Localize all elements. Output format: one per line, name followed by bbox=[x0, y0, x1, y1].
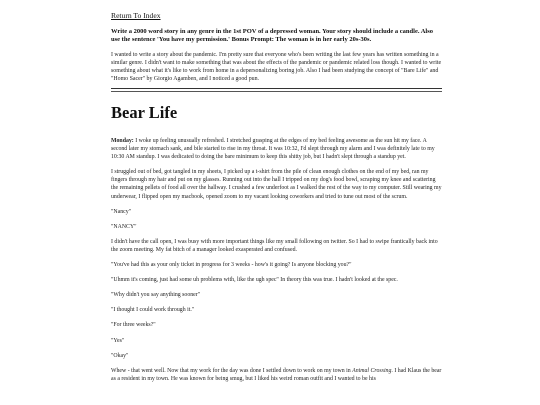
game-title: Animal Crossing bbox=[352, 367, 392, 374]
paragraph-text: Whew - that went well. Now that my work for the day was done I settled down to work on my town in bbox=[111, 367, 353, 374]
header-section bbox=[111, 5, 442, 84]
story-paragraph bbox=[111, 137, 442, 161]
story-paragraph: "Why didn't you say anything sooner" bbox=[111, 292, 201, 299]
story-section bbox=[111, 103, 442, 390]
author-intro: I wanted to write a story about the pandemic. I'm pretty sure that everyone who's been writing the last few years has written something in a similar genre. I didn't want to make something that was about the effects of the pandemic or pandemic related loss though. I wanted to write something about what it's like to work from home in a depersonalizing boring job. Also I had been studying the concept of "Bare Life" and "Homo Sacer" by Giorgio Agamben, and I noticed a good pun. bbox=[111, 51, 442, 83]
story-paragraph: "I thought I could work through it." bbox=[111, 307, 195, 314]
divider-bottom bbox=[111, 91, 442, 92]
story-paragraph bbox=[111, 367, 442, 383]
story-body bbox=[111, 137, 442, 383]
writing-prompt: Write a 2000 word story in any genre in the 1st POV of a depressed woman. Your story should include a candle. Also use the sentence 'You have my permission.' Bonus Prompt: The woman is in her early 20s-30s. bbox=[111, 28, 434, 44]
story-paragraph: "For three weeks?" bbox=[111, 322, 156, 329]
story-title: Bear Life bbox=[111, 103, 178, 122]
story-paragraph: "NANCY" bbox=[111, 223, 137, 230]
paragraph-text: I woke up feeling unusually refreshed. I stretched grasping at the edges of my bed feeling awesome as the sun hit my face. A second later my stomach sank, and bile started to rise in my throat. It was 10:32, I'd slept through my alarm and I was definitely late to my 10:30 AM standup. I was dedicated to doing the bare minimum to keep this shitty job, but I hadn't slept through a standup yet. bbox=[111, 138, 435, 161]
story-paragraph: "Yes" bbox=[111, 337, 125, 344]
paragraph-text: . I had Klaus the bear as a resident in my town. He was known for being smug, but I liked his weird roman outfit and I wanted to be his bbox=[111, 367, 442, 382]
story-paragraph: I didn't have the call open, I was busy with more important things like my small following on twitter. So I had to swipe frantically back into the zoom meeting. My fat bitch of a manager looked exasperated and confused. bbox=[111, 238, 438, 253]
story-paragraph: "Uhmm it's coming, just had some uh problems with, like the ugh spec" In theory this was true. I hadn't looked at the spec. bbox=[111, 277, 398, 284]
story-paragraph: "Okay" bbox=[111, 352, 129, 359]
day-label: Monday: bbox=[111, 138, 134, 144]
story-paragraph: I struggled out of bed, got tangled in my sheets, I picked up a t-shirt from the pile of clean enough clothes on the end of my bed, ran my fingers through my hair and put on my glasses. Running out into the hall I tripped on my dog's food bowl, scraping my knee and scattering the remaining pellets of food all over the hallway. I crushed a few underfoot as I walked the rest of the way to my computer. Still wearing my underwear, I flipped open my macbook, opened zoom to my vacant looking coworkers and tried to tune out most of the scrum. bbox=[111, 169, 442, 200]
return-to-index-link[interactable]: Return To Index bbox=[111, 11, 161, 20]
story-paragraph: "You've had this as your only ticket in progress for 3 weeks - how's it going? Is anyone blocking you?" bbox=[111, 262, 352, 269]
story-paragraph: "Nancy" bbox=[111, 208, 132, 215]
divider-top bbox=[111, 88, 442, 89]
